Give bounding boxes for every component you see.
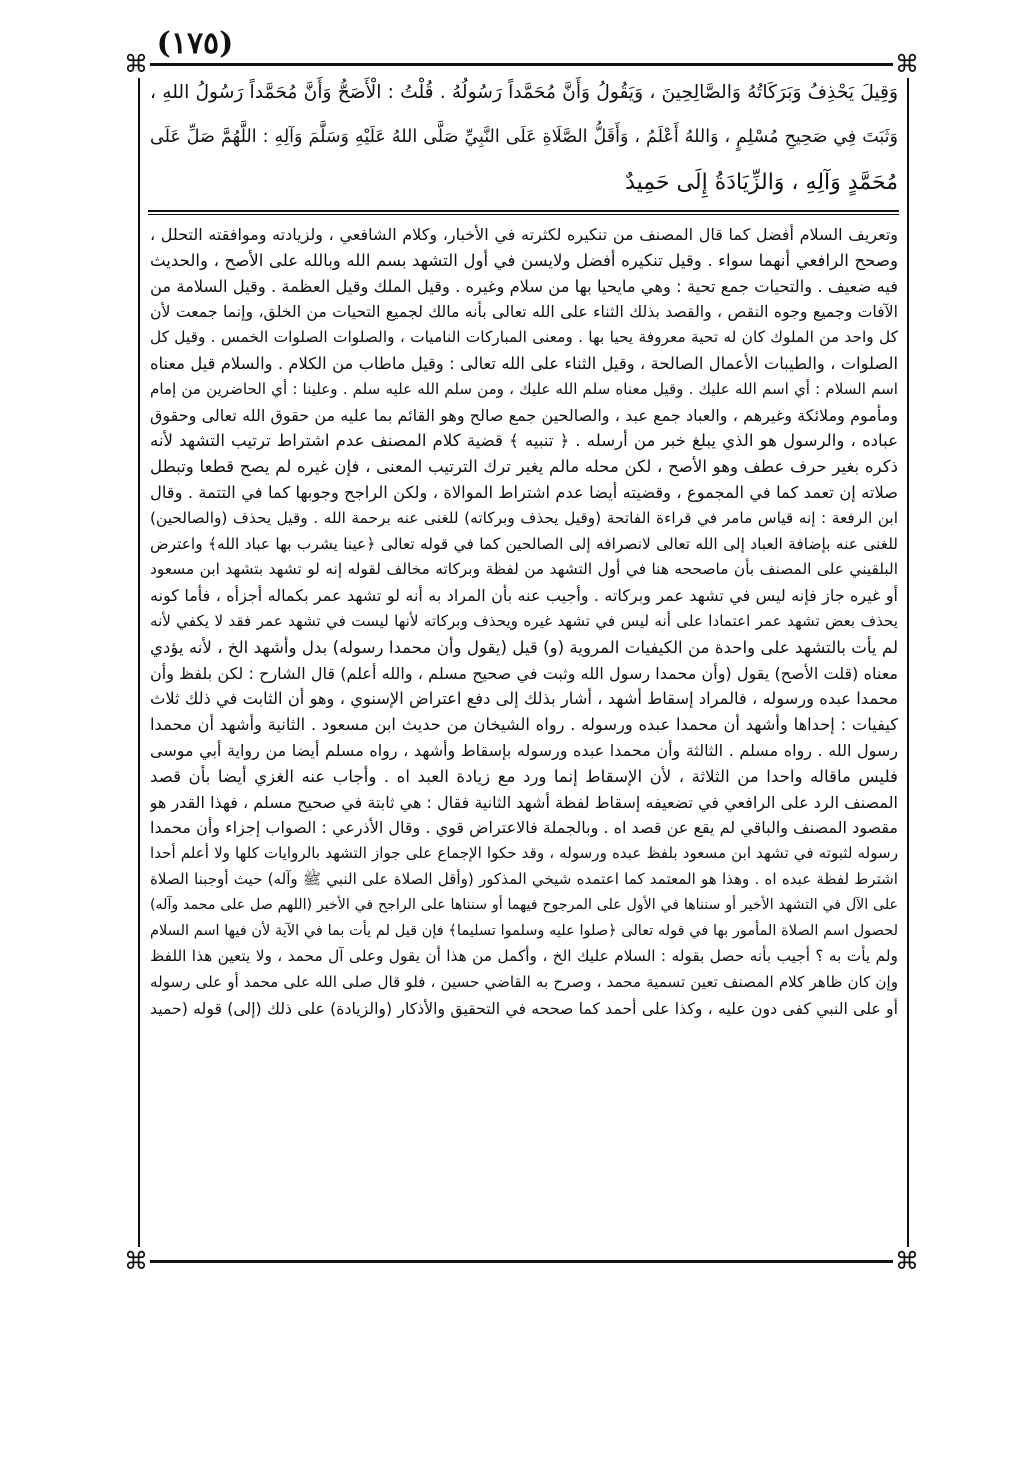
- frame-top-border: [128, 63, 917, 66]
- commentary-line: يحذف بعض تشهد عمر اعتمادا على أنه ليس في تشهد غيره ويحذف وبركاته لأنها ليست في تشهد عمر فقد لا يكفي لأنه: [150, 611, 898, 630]
- commentary-line: ابن الرفعة : إنه قياس مامر في قراءة الفاتحة (وقيل يحذف وبركاته) للغنى عنه برحمة الله . وقيل يحذف (والصالحين): [150, 508, 898, 527]
- corner-ornament-icon: ⌘: [124, 50, 148, 78]
- frame-right-border: [907, 66, 909, 1260]
- section-divider-thin: [148, 214, 899, 215]
- frame-left-border: [138, 66, 140, 1260]
- page-number: (١٧٥): [156, 26, 234, 61]
- commentary-line: لم يأت بالتشهد على واحدة من الكيفيات المروية (و) قيل (يقول وأن محمدا رسوله) بدل وأشهد الخ ، لأنه يؤدي: [150, 637, 898, 657]
- commentary-line: اشترط لفظة عبده اه . وهذا هو المعتمد كما اعتمده شيخي المذكور (وأقل الصلاة على النبي ﷺ وآله) حيث أوجبنا الصلاة: [150, 869, 898, 888]
- commentary-line: الآفات وجميع وجوه النقص ، والقصد بذلك الثناء على الله تعالى بأنه مالك لجميع التحيات من الخلق، وإنما جمعت لأن: [150, 302, 898, 322]
- frame-bottom-border: [128, 1260, 917, 1263]
- commentary-line: لحصول اسم الصلاة المأمور بها في قوله تعالى ﴿صلوا عليه وسلموا تسليما﴾ فإن قيل لم يأت بما في الآية لأن فيها اسم السلام: [150, 922, 898, 939]
- commentary-line: ذكره بغير حرف عطف وهو الأصح ، لكن محله مالم يغير ترك الترتيب المعنى ، فإن غيره لم يصح قطعا وتبطل: [150, 457, 898, 477]
- commentary-line: الصلوات ، والطيبات الأعمال الصالحة ، وقيل الثناء على الله تعالى : وقيل ماطاب من الكلام . والسلام قيل معناه: [150, 353, 898, 373]
- commentary-line: وتعريف السلام أفضل كما قال المصنف من تنكيره لكثرته في الأخبار، وكلام الشافعي ، ولزيادته وموافقته التحلل ،: [150, 225, 898, 244]
- commentary-line: وصحح الرافعي أنهما سواء . وقيل تنكيره أفضل ولايسن في أول التشهد بسم الله وبالله على الأصح ، والحديث: [150, 250, 898, 270]
- commentary-line: أو على النبي كفى دون عليه ، وكذا على أحمد كما صححه في التحقيق والأذكار (والزيادة) على ذلك (إلى) قوله (حميد: [150, 998, 898, 1018]
- section-divider: [148, 210, 899, 212]
- commentary-line: فليس ماقاله واحدا من الثلاثة ، لأن الإسقاط إنما ورد مع زيادة العبد اه . وأجاب عنه الغزي أيضا بأن قصد: [150, 766, 898, 786]
- commentary-line: كيفيات : إحداها وأشهد أن محمدا عبده ورسوله . رواه الشيخان من حديث ابن مسعود . الثانية وأشهد أن محمدا: [150, 715, 898, 735]
- commentary-line: فيه ضعيف . والتحيات جمع تحية : وهي مايحيا بها من سلام وغيره . وقيل الملك وقيل العظمة . وقيل السلامة من: [150, 276, 898, 296]
- commentary-line: معناه (قلت الأصح) يقول (وأن محمدا رسول الله وثبت في صحيح مسلم ، والله أعلم) قال الشارح : لكن بلفظ وأن: [150, 663, 898, 683]
- commentary-line: اسم السلام : أي اسم الله عليك . وقيل معناه سلم الله عليك ، ومن سلم الله عليه سلم . وعلينا : أي الحاضرين من إمام: [150, 379, 898, 398]
- commentary-line: ومأموم وملائكة وغيرهم ، والعباد جمع عبد ، والصالحين جمع صالح وهو القائم بما عليه من حقوق الله تعالى وحقوق: [150, 405, 898, 425]
- main-text-line: مُحَمَّدٍ وَآلِهِ ، وَالزِّيَادَةُ إِلَى حَمِيدٌ: [625, 170, 898, 195]
- corner-ornament-icon: ⌘: [895, 1247, 919, 1275]
- commentary-line: عباده ، والرسول هو الذي يبلغ خبر من أرسله . ﴿ تنبيه ﴾ قضية كلام المصنف عدم اشتراط ترتيب التشهد لأنه: [150, 431, 898, 451]
- commentary-line: مقصود المصنف والباقي لم يقع عن قصد اه . وبالجملة فالاعتراض قوي . وقال الأذرعي : الصواب إجزاء وأن محمدا: [150, 818, 898, 838]
- main-text-line: وَثَبَتَ فِي صَحِيحِ مُسْلِمٍ ، وَاللهُ أَعْلَمُ ، وَأَقَلُّ الصَّلَاةِ عَلَى النَّبِيِّ صَلَّى اللهُ عَلَيْهِ وَسَلَّمَ وَآلِهِ : اللَّهُمَّ صَلِّ عَلَى: [150, 127, 898, 147]
- commentary-line: أو غيره جاز فإنه ليس في تشهد عمر وبركاته . وأجيب عنه بأن المراد به أنه لو تشهد عمر بكماله أجزأه ، فأما كونه: [150, 586, 898, 606]
- commentary-line: للغنى عنه بإضافة العباد إلى الله تعالى لانصرافه إلى الصالحين كما في قوله تعالى ﴿عينا يشرب بها عباد الله﴾ واعترض: [150, 534, 898, 553]
- commentary-line: كل واحد من الملوك كان له تحية معروفة يحيا بها . ومعنى المباركات الناميات ، والصلوات الصلوات الخمس . وقيل كل: [150, 328, 898, 347]
- commentary-line: المصنف الرد على الرافعي في تضعيفه إسقاط لفظة أشهد الثانية فقال : هي ثابتة في صحيح مسلم ، فهذا القدر هو: [150, 792, 898, 812]
- commentary-block: [150, 222, 898, 1254]
- main-text-line: وَقِيلَ يَحْذِفُ وَبَرَكَاتُهُ وَالصَّالِحِينَ ، وَيَقُولُ وَأَنَّ مُحَمَّداً رَسُولُهُ . قُلْتُ : الْأَصَحُّ وَأَنَّ مُحَمَّداً رَسُولُ اللهِ ،: [150, 82, 898, 103]
- commentary-line: رسوله لثبوته في تشهد ابن مسعود بلفظ عبده ورسوله ، وقد حكوا الإجماع على جواز التشهد بالروايات كلها ولا أعلم أحدا: [150, 844, 898, 863]
- commentary-line: على الآل في التشهد الأخير أو سنناها في الأول على المرجوح فيهما أو سنناها على الراجح في الأخير (اللهم صل على محمد وآله): [150, 896, 898, 913]
- commentary-line: ولم يأت به ؟ أجيب بأنه حصل بقوله : السلام عليك الخ ، وأكمل من هذا أن يقول وعلى آل محمد ، ولا يتعين هذا اللفظ: [150, 947, 898, 966]
- commentary-line: البلقيني على المصنف بأن ماصححه هنا في أول التشهد من لفظة وبركاته مخالف لقوله إنه لو تشهد بتشهد ابن مسعود: [150, 560, 898, 579]
- corner-ornament-icon: ⌘: [124, 1247, 148, 1275]
- commentary-line: رسول الله . رواه مسلم . الثالثة وأن محمدا عبده ورسوله بإسقاط وأشهد ، رواه مسلم أيضا من رواية أبي موسى: [150, 740, 898, 760]
- corner-ornament-icon: ⌘: [895, 50, 919, 78]
- main-text-block: [150, 70, 898, 206]
- commentary-line: محمدا عبده ورسوله ، فالمراد إسقاط أشهد ، أشار بذلك إلى دفع اعتراض الإسنوي ، وهو أن الثابت في ذلك ثلاث: [150, 689, 898, 709]
- commentary-line: وإن كان ظاهر كلام المصنف تعين تسمية محمد ، وصرح به القاضي حسين ، فلو قال صلى الله على محمد أو على رسوله: [150, 973, 898, 992]
- commentary-line: صلاته إن تعمد كما في المجموع ، وقضيته أيضا عدم اشتراط الموالاة ، ولكن الراجح وجوبها كما في التتمة . وقال: [150, 482, 898, 502]
